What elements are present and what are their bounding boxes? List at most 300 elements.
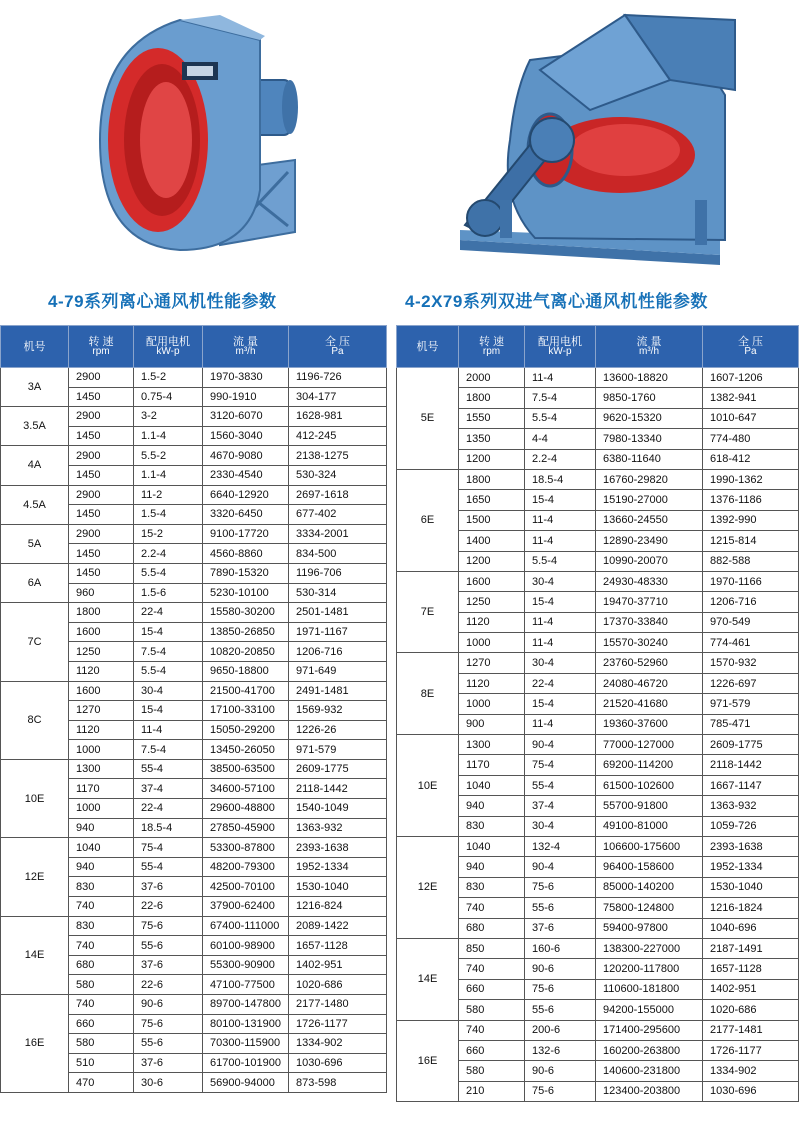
flow-cell: 55300-90900 — [203, 955, 289, 975]
table-row — [1, 524, 387, 544]
flow-cell: 2330-4540 — [203, 465, 289, 485]
pressure-cell: 1206-716 — [289, 642, 387, 662]
speed-cell: 1200 — [459, 449, 525, 469]
header-unit: rpm — [92, 345, 110, 357]
motor-cell: 15-4 — [134, 622, 203, 642]
flow-cell: 21500-41700 — [203, 681, 289, 701]
flow-cell: 38500-63500 — [203, 759, 289, 779]
speed-cell: 1550 — [459, 408, 525, 428]
motor-cell: 37-6 — [134, 1053, 203, 1073]
motor-cell: 37-6 — [525, 918, 596, 938]
motor-cell: 30-4 — [134, 681, 203, 701]
speed-cell: 2900 — [69, 485, 134, 505]
motor-cell: 3-2 — [134, 407, 203, 427]
pressure-cell: 2393-1638 — [703, 836, 799, 856]
speed-cell: 1000 — [459, 694, 525, 714]
flow-cell: 56900-94000 — [203, 1073, 289, 1093]
flow-cell: 89700-147800 — [203, 995, 289, 1015]
flow-cell: 3120-6070 — [203, 407, 289, 427]
header-col-flow — [596, 326, 703, 368]
motor-cell: 37-4 — [134, 779, 203, 799]
pressure-cell: 2609-1775 — [703, 735, 799, 755]
model-cell: 14E — [1, 916, 69, 994]
motor-cell: 90-6 — [525, 1061, 596, 1081]
pressure-cell: 882-588 — [703, 551, 799, 571]
speed-cell: 1270 — [69, 701, 134, 721]
motor-cell: 7.5-4 — [134, 740, 203, 760]
flow-cell: 4670-9080 — [203, 446, 289, 466]
speed-cell: 1170 — [69, 779, 134, 799]
flow-cell: 6380-11640 — [596, 449, 703, 469]
model-cell: 3.5A — [1, 407, 69, 446]
model-cell: 8E — [397, 653, 459, 735]
motor-cell: 55-6 — [134, 1034, 203, 1054]
pressure-cell: 412-245 — [289, 426, 387, 446]
motor-cell: 1.5-6 — [134, 583, 203, 603]
header-col-speed — [69, 326, 134, 368]
pressure-cell: 530-314 — [289, 583, 387, 603]
speed-cell: 1000 — [69, 799, 134, 819]
flow-cell: 75800-124800 — [596, 898, 703, 918]
speed-cell: 1600 — [459, 571, 525, 591]
model-cell: 3A — [1, 368, 69, 407]
pressure-cell: 1334-902 — [703, 1061, 799, 1081]
pressure-cell: 1216-824 — [289, 897, 387, 917]
pressure-cell: 1607-1206 — [703, 368, 799, 388]
flow-cell: 5230-10100 — [203, 583, 289, 603]
pressure-cell: 1667-1147 — [703, 775, 799, 795]
speed-cell: 1170 — [459, 755, 525, 775]
pressure-cell: 1334-902 — [289, 1034, 387, 1054]
fan-4-2x79-spec-table — [396, 325, 799, 1102]
motor-cell: 11-2 — [134, 485, 203, 505]
flow-cell: 85000-140200 — [596, 877, 703, 897]
pressure-cell: 1226-26 — [289, 720, 387, 740]
speed-cell: 1120 — [69, 661, 134, 681]
table-row — [397, 735, 799, 755]
speed-cell: 1270 — [459, 653, 525, 673]
pressure-cell: 1540-1049 — [289, 799, 387, 819]
header-unit: kW-p — [548, 345, 572, 357]
flow-cell: 24080-46720 — [596, 673, 703, 693]
motor-cell: 5.5-4 — [134, 661, 203, 681]
header-col-model — [1, 326, 69, 368]
motor-cell: 22-4 — [134, 603, 203, 623]
flow-cell: 27850-45900 — [203, 818, 289, 838]
speed-cell: 1450 — [69, 387, 134, 407]
table-row — [1, 368, 387, 388]
speed-cell: 1350 — [459, 429, 525, 449]
right-table-title: 4-2X79系列双进气离心通风机性能参数 — [405, 292, 708, 311]
header-label: 全 压 — [737, 335, 764, 348]
motor-cell: 2.2-4 — [134, 544, 203, 564]
speed-cell: 1000 — [69, 740, 134, 760]
flow-cell: 140600-231800 — [596, 1061, 703, 1081]
speed-cell: 660 — [459, 979, 525, 999]
speed-cell: 1450 — [69, 563, 134, 583]
motor-cell: 15-4 — [525, 694, 596, 714]
table-row — [1, 603, 387, 623]
speed-cell: 1040 — [69, 838, 134, 858]
pressure-cell: 2501-1481 — [289, 603, 387, 623]
pressure-cell: 2609-1775 — [289, 759, 387, 779]
speed-cell: 1450 — [69, 505, 134, 525]
motor-cell: 11-4 — [525, 510, 596, 530]
header-col-motor — [134, 326, 203, 368]
flow-cell: 13850-26850 — [203, 622, 289, 642]
pressure-cell: 1569-932 — [289, 701, 387, 721]
motor-cell: 5.5-4 — [525, 408, 596, 428]
speed-cell: 740 — [69, 936, 134, 956]
table-row — [397, 836, 799, 856]
motor-cell: 132-4 — [525, 836, 596, 856]
motor-cell: 75-6 — [525, 877, 596, 897]
header-label: 转 速 — [478, 335, 505, 348]
pressure-cell: 2491-1481 — [289, 681, 387, 701]
pressure-cell: 971-579 — [703, 694, 799, 714]
motor-cell: 30-4 — [525, 653, 596, 673]
flow-cell: 59400-97800 — [596, 918, 703, 938]
pressure-cell: 1402-951 — [703, 979, 799, 999]
speed-cell: 740 — [459, 1020, 525, 1040]
flow-cell: 3320-6450 — [203, 505, 289, 525]
table-row — [397, 368, 799, 388]
pressure-cell: 304-177 — [289, 387, 387, 407]
motor-cell: 11-4 — [525, 714, 596, 734]
motor-cell: 55-6 — [525, 898, 596, 918]
model-cell: 7E — [397, 571, 459, 653]
speed-cell: 470 — [69, 1073, 134, 1093]
speed-cell: 580 — [69, 1034, 134, 1054]
motor-cell: 11-4 — [134, 720, 203, 740]
table-row — [1, 995, 387, 1015]
speed-cell: 1400 — [459, 531, 525, 551]
motor-cell: 90-6 — [134, 995, 203, 1015]
flow-cell: 34600-57100 — [203, 779, 289, 799]
model-cell: 6E — [397, 469, 459, 571]
motor-cell: 200-6 — [525, 1020, 596, 1040]
speed-cell: 660 — [69, 1014, 134, 1034]
speed-cell: 1120 — [459, 612, 525, 632]
speed-cell: 940 — [69, 857, 134, 877]
flow-cell: 106600-175600 — [596, 836, 703, 856]
speed-cell: 680 — [69, 955, 134, 975]
motor-cell: 75-6 — [134, 916, 203, 936]
pressure-cell: 1010-647 — [703, 408, 799, 428]
flow-cell: 23760-52960 — [596, 653, 703, 673]
speed-cell: 740 — [459, 959, 525, 979]
table-row — [397, 1020, 799, 1040]
motor-cell: 55-4 — [134, 759, 203, 779]
pressure-cell: 1392-990 — [703, 510, 799, 530]
model-cell: 16E — [397, 1020, 459, 1102]
header-unit: Pa — [331, 345, 344, 357]
header-label: 转 速 — [88, 335, 114, 348]
model-cell: 10E — [1, 759, 69, 837]
motor-cell: 55-6 — [134, 936, 203, 956]
header-label: 全 压 — [324, 335, 351, 348]
pressure-cell: 1990-1362 — [703, 469, 799, 489]
table-header-row — [1, 326, 387, 368]
header-label: 机号 — [23, 340, 46, 353]
motor-cell: 7.5-4 — [134, 642, 203, 662]
pressure-cell: 1040-696 — [703, 918, 799, 938]
motor-cell: 11-4 — [525, 612, 596, 632]
header-label: 机号 — [416, 340, 439, 353]
motor-cell: 132-6 — [525, 1040, 596, 1060]
flow-cell: 94200-155000 — [596, 1000, 703, 1020]
pressure-cell: 774-461 — [703, 633, 799, 653]
motor-cell: 2.2-4 — [525, 449, 596, 469]
speed-cell: 1250 — [69, 642, 134, 662]
table-row — [1, 681, 387, 701]
flow-cell: 29600-48800 — [203, 799, 289, 819]
pressure-cell: 2118-1442 — [703, 755, 799, 775]
flow-cell: 55700-91800 — [596, 796, 703, 816]
flow-cell: 13660-24550 — [596, 510, 703, 530]
table-row — [1, 485, 387, 505]
pressure-cell: 970-549 — [703, 612, 799, 632]
speed-cell: 1800 — [459, 388, 525, 408]
motor-cell: 37-6 — [134, 955, 203, 975]
pressure-cell: 1030-696 — [703, 1081, 799, 1101]
speed-cell: 1600 — [69, 622, 134, 642]
fan-4-79-image — [70, 0, 330, 280]
motor-cell: 5.5-4 — [134, 563, 203, 583]
pressure-cell: 3334-2001 — [289, 524, 387, 544]
flow-cell: 37900-62400 — [203, 897, 289, 917]
header-col-pressure — [289, 326, 387, 368]
speed-cell: 510 — [69, 1053, 134, 1073]
speed-cell: 1450 — [69, 465, 134, 485]
motor-cell: 15-4 — [525, 592, 596, 612]
speed-cell: 2900 — [69, 524, 134, 544]
table-row — [397, 571, 799, 591]
pressure-cell: 1530-1040 — [289, 877, 387, 897]
speed-cell: 740 — [69, 995, 134, 1015]
pressure-cell: 1657-1128 — [289, 936, 387, 956]
flow-cell: 990-1910 — [203, 387, 289, 407]
speed-cell: 960 — [69, 583, 134, 603]
flow-cell: 120200-117800 — [596, 959, 703, 979]
pressure-cell: 1726-1177 — [289, 1014, 387, 1034]
motor-cell: 11-4 — [525, 633, 596, 653]
header-col-model — [397, 326, 459, 368]
flow-cell: 96400-158600 — [596, 857, 703, 877]
model-cell: 5A — [1, 524, 69, 563]
speed-cell: 1600 — [69, 681, 134, 701]
speed-cell: 1300 — [69, 759, 134, 779]
pressure-cell: 1020-686 — [703, 1000, 799, 1020]
motor-cell: 90-4 — [525, 857, 596, 877]
pressure-cell: 1196-726 — [289, 368, 387, 388]
header-label: 配用电机 — [538, 335, 582, 348]
speed-cell: 740 — [69, 897, 134, 917]
table-row — [397, 653, 799, 673]
header-label: 流 量 — [636, 335, 662, 348]
flow-cell: 48200-79300 — [203, 857, 289, 877]
table-row — [1, 563, 387, 583]
flow-cell: 4560-8860 — [203, 544, 289, 564]
motor-cell: 75-4 — [134, 838, 203, 858]
speed-cell: 830 — [69, 877, 134, 897]
header-unit: kW-p — [156, 345, 180, 357]
motor-cell: 55-4 — [525, 775, 596, 795]
motor-cell: 11-4 — [525, 368, 596, 388]
pressure-cell: 2187-1491 — [703, 938, 799, 958]
speed-cell: 1040 — [459, 836, 525, 856]
motor-cell: 90-6 — [525, 959, 596, 979]
motor-cell: 1.5-4 — [134, 505, 203, 525]
motor-cell: 75-6 — [134, 1014, 203, 1034]
table-row — [397, 469, 799, 489]
flow-cell: 42500-70100 — [203, 877, 289, 897]
header-label: 流 量 — [232, 335, 259, 348]
table-row — [1, 446, 387, 466]
flow-cell: 77000-127000 — [596, 735, 703, 755]
table-row — [1, 916, 387, 936]
speed-cell: 2900 — [69, 446, 134, 466]
pressure-cell: 2177-1480 — [289, 995, 387, 1015]
flow-cell: 160200-263800 — [596, 1040, 703, 1060]
flow-cell: 7890-15320 — [203, 563, 289, 583]
flow-cell: 13600-18820 — [596, 368, 703, 388]
pressure-cell: 677-402 — [289, 505, 387, 525]
speed-cell: 1500 — [459, 510, 525, 530]
flow-cell: 9850-1760 — [596, 388, 703, 408]
flow-cell: 19470-37710 — [596, 592, 703, 612]
header-unit: m³/h — [639, 345, 659, 357]
pressure-cell: 774-480 — [703, 429, 799, 449]
pressure-cell: 1216-1824 — [703, 898, 799, 918]
flow-cell: 10820-20850 — [203, 642, 289, 662]
fan-4-2x79-image — [440, 0, 740, 280]
speed-cell: 580 — [459, 1000, 525, 1020]
pressure-cell: 2089-1422 — [289, 916, 387, 936]
flow-cell: 7980-13340 — [596, 429, 703, 449]
model-cell: 4A — [1, 446, 69, 485]
pressure-cell: 1402-951 — [289, 955, 387, 975]
model-cell: 6A — [1, 563, 69, 602]
pressure-cell: 1196-706 — [289, 563, 387, 583]
speed-cell: 850 — [459, 938, 525, 958]
flow-cell: 47100-77500 — [203, 975, 289, 995]
motor-cell: 11-4 — [525, 531, 596, 551]
pressure-cell: 1657-1128 — [703, 959, 799, 979]
motor-cell: 0.75-4 — [134, 387, 203, 407]
fan-4-79-spec-table — [0, 325, 387, 1093]
speed-cell: 1800 — [69, 603, 134, 623]
motor-cell: 37-4 — [525, 796, 596, 816]
flow-cell: 110600-181800 — [596, 979, 703, 999]
motor-cell: 160-6 — [525, 938, 596, 958]
speed-cell: 1200 — [459, 551, 525, 571]
motor-cell: 30-4 — [525, 816, 596, 836]
pressure-cell: 1059-726 — [703, 816, 799, 836]
header-col-speed — [459, 326, 525, 368]
pressure-cell: 618-412 — [703, 449, 799, 469]
flow-cell: 138300-227000 — [596, 938, 703, 958]
pressure-cell: 2393-1638 — [289, 838, 387, 858]
flow-cell: 12890-23490 — [596, 531, 703, 551]
pressure-cell: 1530-1040 — [703, 877, 799, 897]
motor-cell: 15-4 — [134, 701, 203, 721]
speed-cell: 1120 — [459, 673, 525, 693]
motor-cell: 75-6 — [525, 979, 596, 999]
speed-cell: 740 — [459, 898, 525, 918]
flow-cell: 123400-203800 — [596, 1081, 703, 1101]
speed-cell: 830 — [459, 877, 525, 897]
table-header-row — [397, 326, 799, 368]
speed-cell: 660 — [459, 1040, 525, 1060]
speed-cell: 2900 — [69, 368, 134, 388]
motor-cell: 1.1-4 — [134, 465, 203, 485]
flow-cell: 60100-98900 — [203, 936, 289, 956]
motor-cell: 37-6 — [134, 877, 203, 897]
pressure-cell: 2118-1442 — [289, 779, 387, 799]
pressure-cell: 1726-1177 — [703, 1040, 799, 1060]
motor-cell: 22-4 — [134, 799, 203, 819]
motor-cell: 30-6 — [134, 1073, 203, 1093]
motor-cell: 90-4 — [525, 735, 596, 755]
header-col-flow — [203, 326, 289, 368]
model-cell: 10E — [397, 735, 459, 837]
header-col-motor — [525, 326, 596, 368]
table-row — [1, 759, 387, 779]
speed-cell: 210 — [459, 1081, 525, 1101]
speed-cell: 580 — [69, 975, 134, 995]
pressure-cell: 1376-1186 — [703, 490, 799, 510]
flow-cell: 15050-29200 — [203, 720, 289, 740]
motor-cell: 4-4 — [525, 429, 596, 449]
pressure-cell: 1226-697 — [703, 673, 799, 693]
motor-cell: 30-4 — [525, 571, 596, 591]
model-cell: 5E — [397, 368, 459, 470]
header-unit: Pa — [744, 345, 757, 357]
pressure-cell: 2177-1481 — [703, 1020, 799, 1040]
flow-cell: 70300-115900 — [203, 1034, 289, 1054]
pressure-cell: 971-579 — [289, 740, 387, 760]
pressure-cell: 873-598 — [289, 1073, 387, 1093]
motor-cell: 22-6 — [134, 897, 203, 917]
speed-cell: 2000 — [459, 368, 525, 388]
model-cell: 8C — [1, 681, 69, 759]
motor-cell: 1.5-2 — [134, 368, 203, 388]
flow-cell: 15580-30200 — [203, 603, 289, 623]
flow-cell: 49100-81000 — [596, 816, 703, 836]
flow-cell: 16760-29820 — [596, 469, 703, 489]
pressure-cell: 971-649 — [289, 661, 387, 681]
header-col-pressure — [703, 326, 799, 368]
motor-cell: 18.5-4 — [134, 818, 203, 838]
model-cell: 4.5A — [1, 485, 69, 524]
flow-cell: 9620-15320 — [596, 408, 703, 428]
motor-cell: 22-6 — [134, 975, 203, 995]
speed-cell: 830 — [69, 916, 134, 936]
speed-cell: 940 — [459, 857, 525, 877]
flow-cell: 19360-37600 — [596, 714, 703, 734]
speed-cell: 680 — [459, 918, 525, 938]
flow-cell: 171400-295600 — [596, 1020, 703, 1040]
speed-cell: 1300 — [459, 735, 525, 755]
speed-cell: 1450 — [69, 544, 134, 564]
header-label: 配用电机 — [146, 335, 190, 348]
pressure-cell: 1952-1334 — [703, 857, 799, 877]
speed-cell: 940 — [69, 818, 134, 838]
flow-cell: 9100-17720 — [203, 524, 289, 544]
pressure-cell: 1570-932 — [703, 653, 799, 673]
speed-cell: 1650 — [459, 490, 525, 510]
